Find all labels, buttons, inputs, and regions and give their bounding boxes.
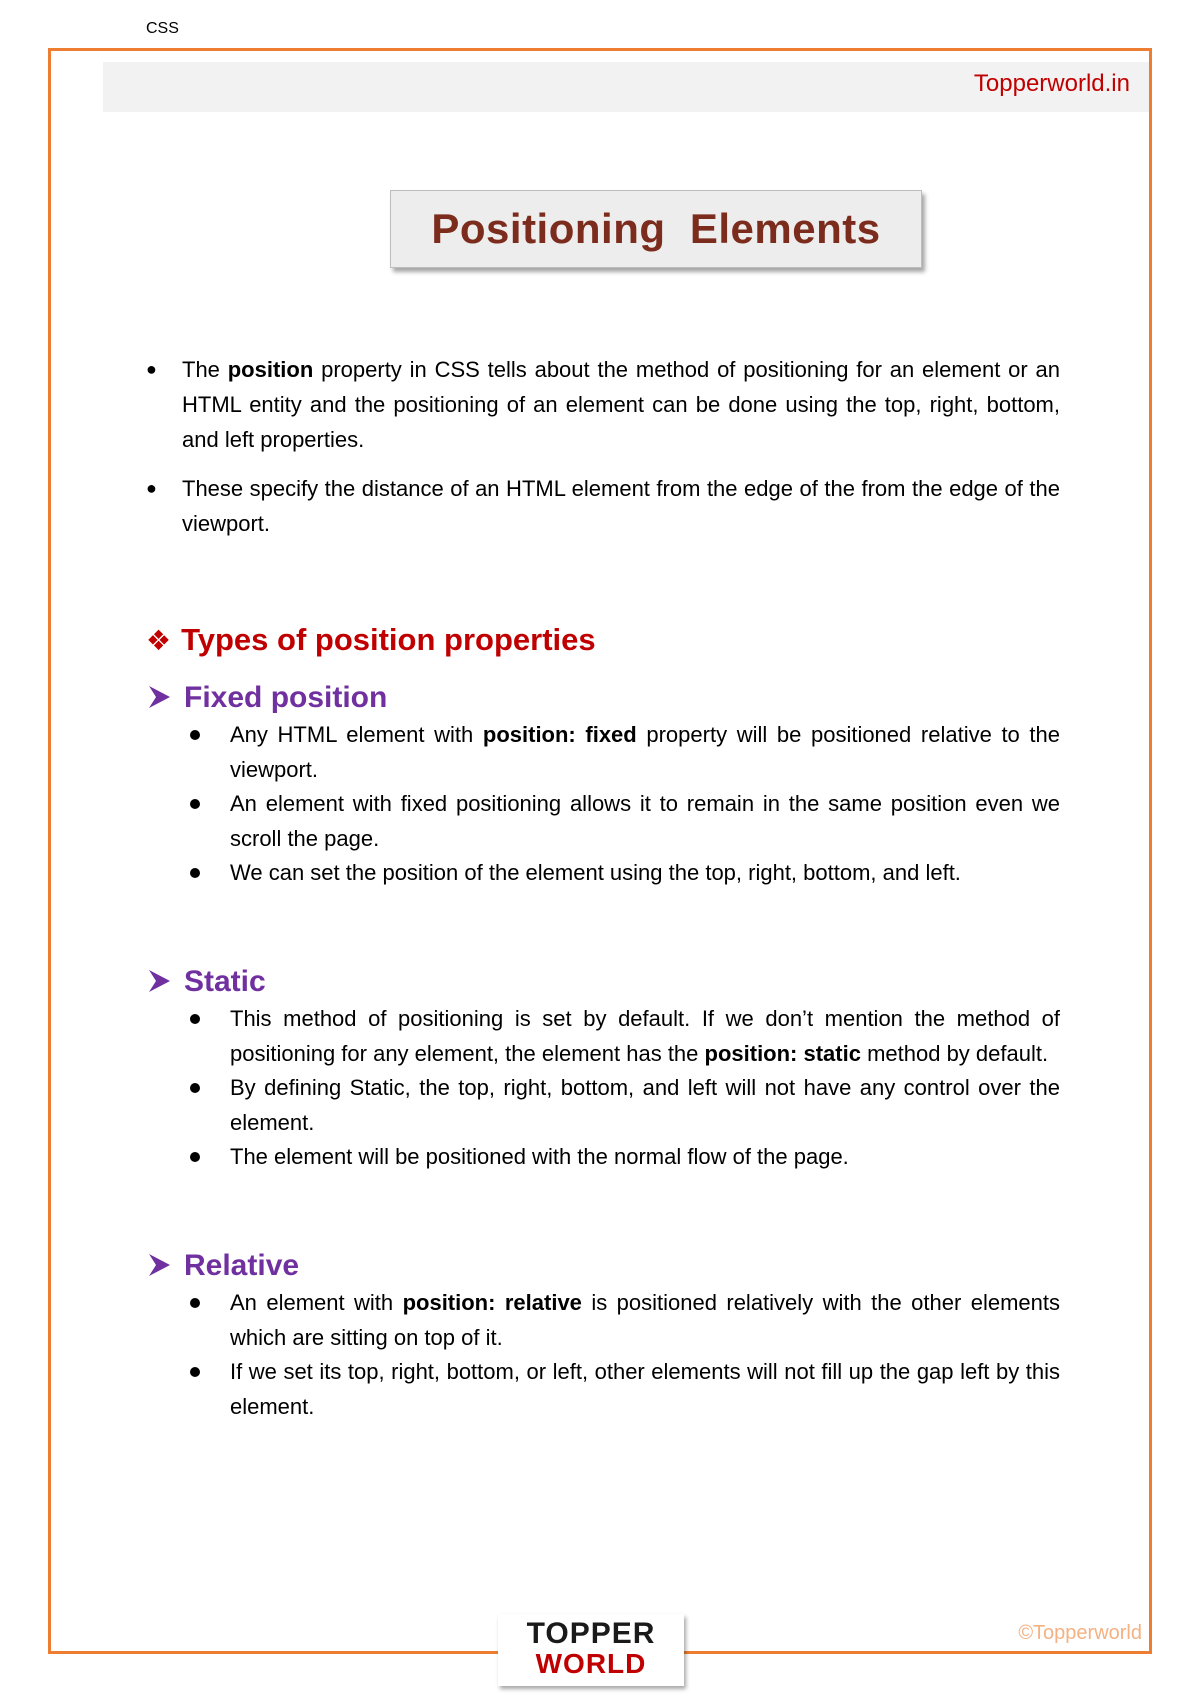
list-item bbox=[186, 1286, 1060, 1355]
logo-line-world: WORLD bbox=[535, 1648, 647, 1679]
list-item-keyword: position: static bbox=[704, 1040, 861, 1066]
subheading-relative bbox=[146, 1246, 299, 1286]
bullet-icon bbox=[190, 1367, 200, 1377]
arrow-bullet-icon bbox=[146, 968, 172, 994]
list-item-text: By defining Static, the top, right, bottom, and left will not have any control over the element. bbox=[230, 1075, 1060, 1135]
list-item bbox=[186, 856, 1060, 891]
arrow-bullet-icon bbox=[146, 1252, 172, 1278]
list-item-text: An element with bbox=[230, 1290, 403, 1315]
fixed-list bbox=[186, 718, 1060, 891]
static-list bbox=[186, 1002, 1060, 1175]
bullet-icon bbox=[190, 1014, 200, 1024]
diamond-bullet-icon: ❖ bbox=[146, 625, 172, 656]
intro-keyword: position bbox=[227, 357, 314, 382]
bullet-icon bbox=[190, 868, 200, 878]
list-item-text: This method of positioning is set by default. If we don’t mention the method of positioning for any element, the element has the bbox=[230, 1006, 1060, 1066]
intro-text: These specify the distance of an HTML element from the edge of the from the edge of the viewport. bbox=[182, 476, 1060, 536]
list-item-text: Any HTML element with bbox=[230, 722, 483, 747]
list-item bbox=[186, 1355, 1060, 1424]
list-item-text: property will be positioned relative to the viewport. bbox=[230, 722, 1060, 782]
list-item bbox=[186, 1002, 1060, 1071]
bullet-icon bbox=[190, 1298, 200, 1308]
list-item-text: The element will be positioned with the normal flow of the page. bbox=[230, 1144, 849, 1169]
document-topic-label: CSS bbox=[146, 20, 179, 37]
list-item-text: We can set the position of the element using the top, right, bottom, and left. bbox=[230, 860, 961, 885]
list-item-text: If we set its top, right, bottom, or left, other elements will not fill up the gap left by this element. bbox=[230, 1359, 1060, 1419]
intro-list bbox=[146, 352, 1060, 555]
list-item bbox=[186, 787, 1060, 856]
bullet-icon: ● bbox=[146, 359, 157, 379]
intro-item bbox=[146, 352, 1060, 457]
list-item-keyword: position: relative bbox=[402, 1290, 582, 1315]
topper-world-logo bbox=[498, 1614, 684, 1686]
bullet-icon bbox=[190, 730, 200, 740]
list-item-text: is positioned relatively with the other elements which are sitting on top of it. bbox=[230, 1290, 1060, 1350]
section-heading bbox=[146, 622, 596, 658]
intro-text: property in CSS tells about the method of positioning for an element or an HTML entity and the positioning of an element can be done using the top, right, bottom, and left properties. bbox=[182, 357, 1060, 452]
subheading-fixed bbox=[146, 678, 387, 718]
intro-text: The bbox=[182, 357, 228, 382]
subheading-text: Static bbox=[184, 965, 266, 998]
list-item-text: An element with fixed positioning allows it to remain in the same position even we scroll the page. bbox=[230, 791, 1060, 851]
logo-line-topper: TOPPER bbox=[526, 1617, 656, 1650]
subheading-text: Relative bbox=[184, 1249, 300, 1282]
arrow-bullet-icon bbox=[146, 684, 172, 710]
subheading-text: Fixed position bbox=[184, 681, 388, 714]
list-item bbox=[186, 1071, 1060, 1140]
list-item-keyword: position: fixed bbox=[482, 722, 637, 747]
intro-item bbox=[146, 471, 1060, 541]
bullet-icon bbox=[190, 799, 200, 809]
copyright-text: ©Topperworld bbox=[1018, 1622, 1142, 1644]
page-title: Positioning Elements bbox=[431, 205, 881, 252]
site-name: Topperworld.in bbox=[973, 70, 1130, 97]
list-item bbox=[186, 718, 1060, 787]
title-box bbox=[390, 190, 922, 268]
relative-list bbox=[186, 1286, 1060, 1424]
list-item-text: method by default. bbox=[860, 1040, 1049, 1066]
subheading-static bbox=[146, 962, 266, 1002]
bullet-icon bbox=[190, 1152, 200, 1162]
bullet-icon bbox=[190, 1083, 200, 1093]
bullet-icon: ● bbox=[146, 478, 157, 498]
section-heading-text: Types of position properties bbox=[181, 622, 596, 657]
list-item bbox=[186, 1140, 1060, 1175]
